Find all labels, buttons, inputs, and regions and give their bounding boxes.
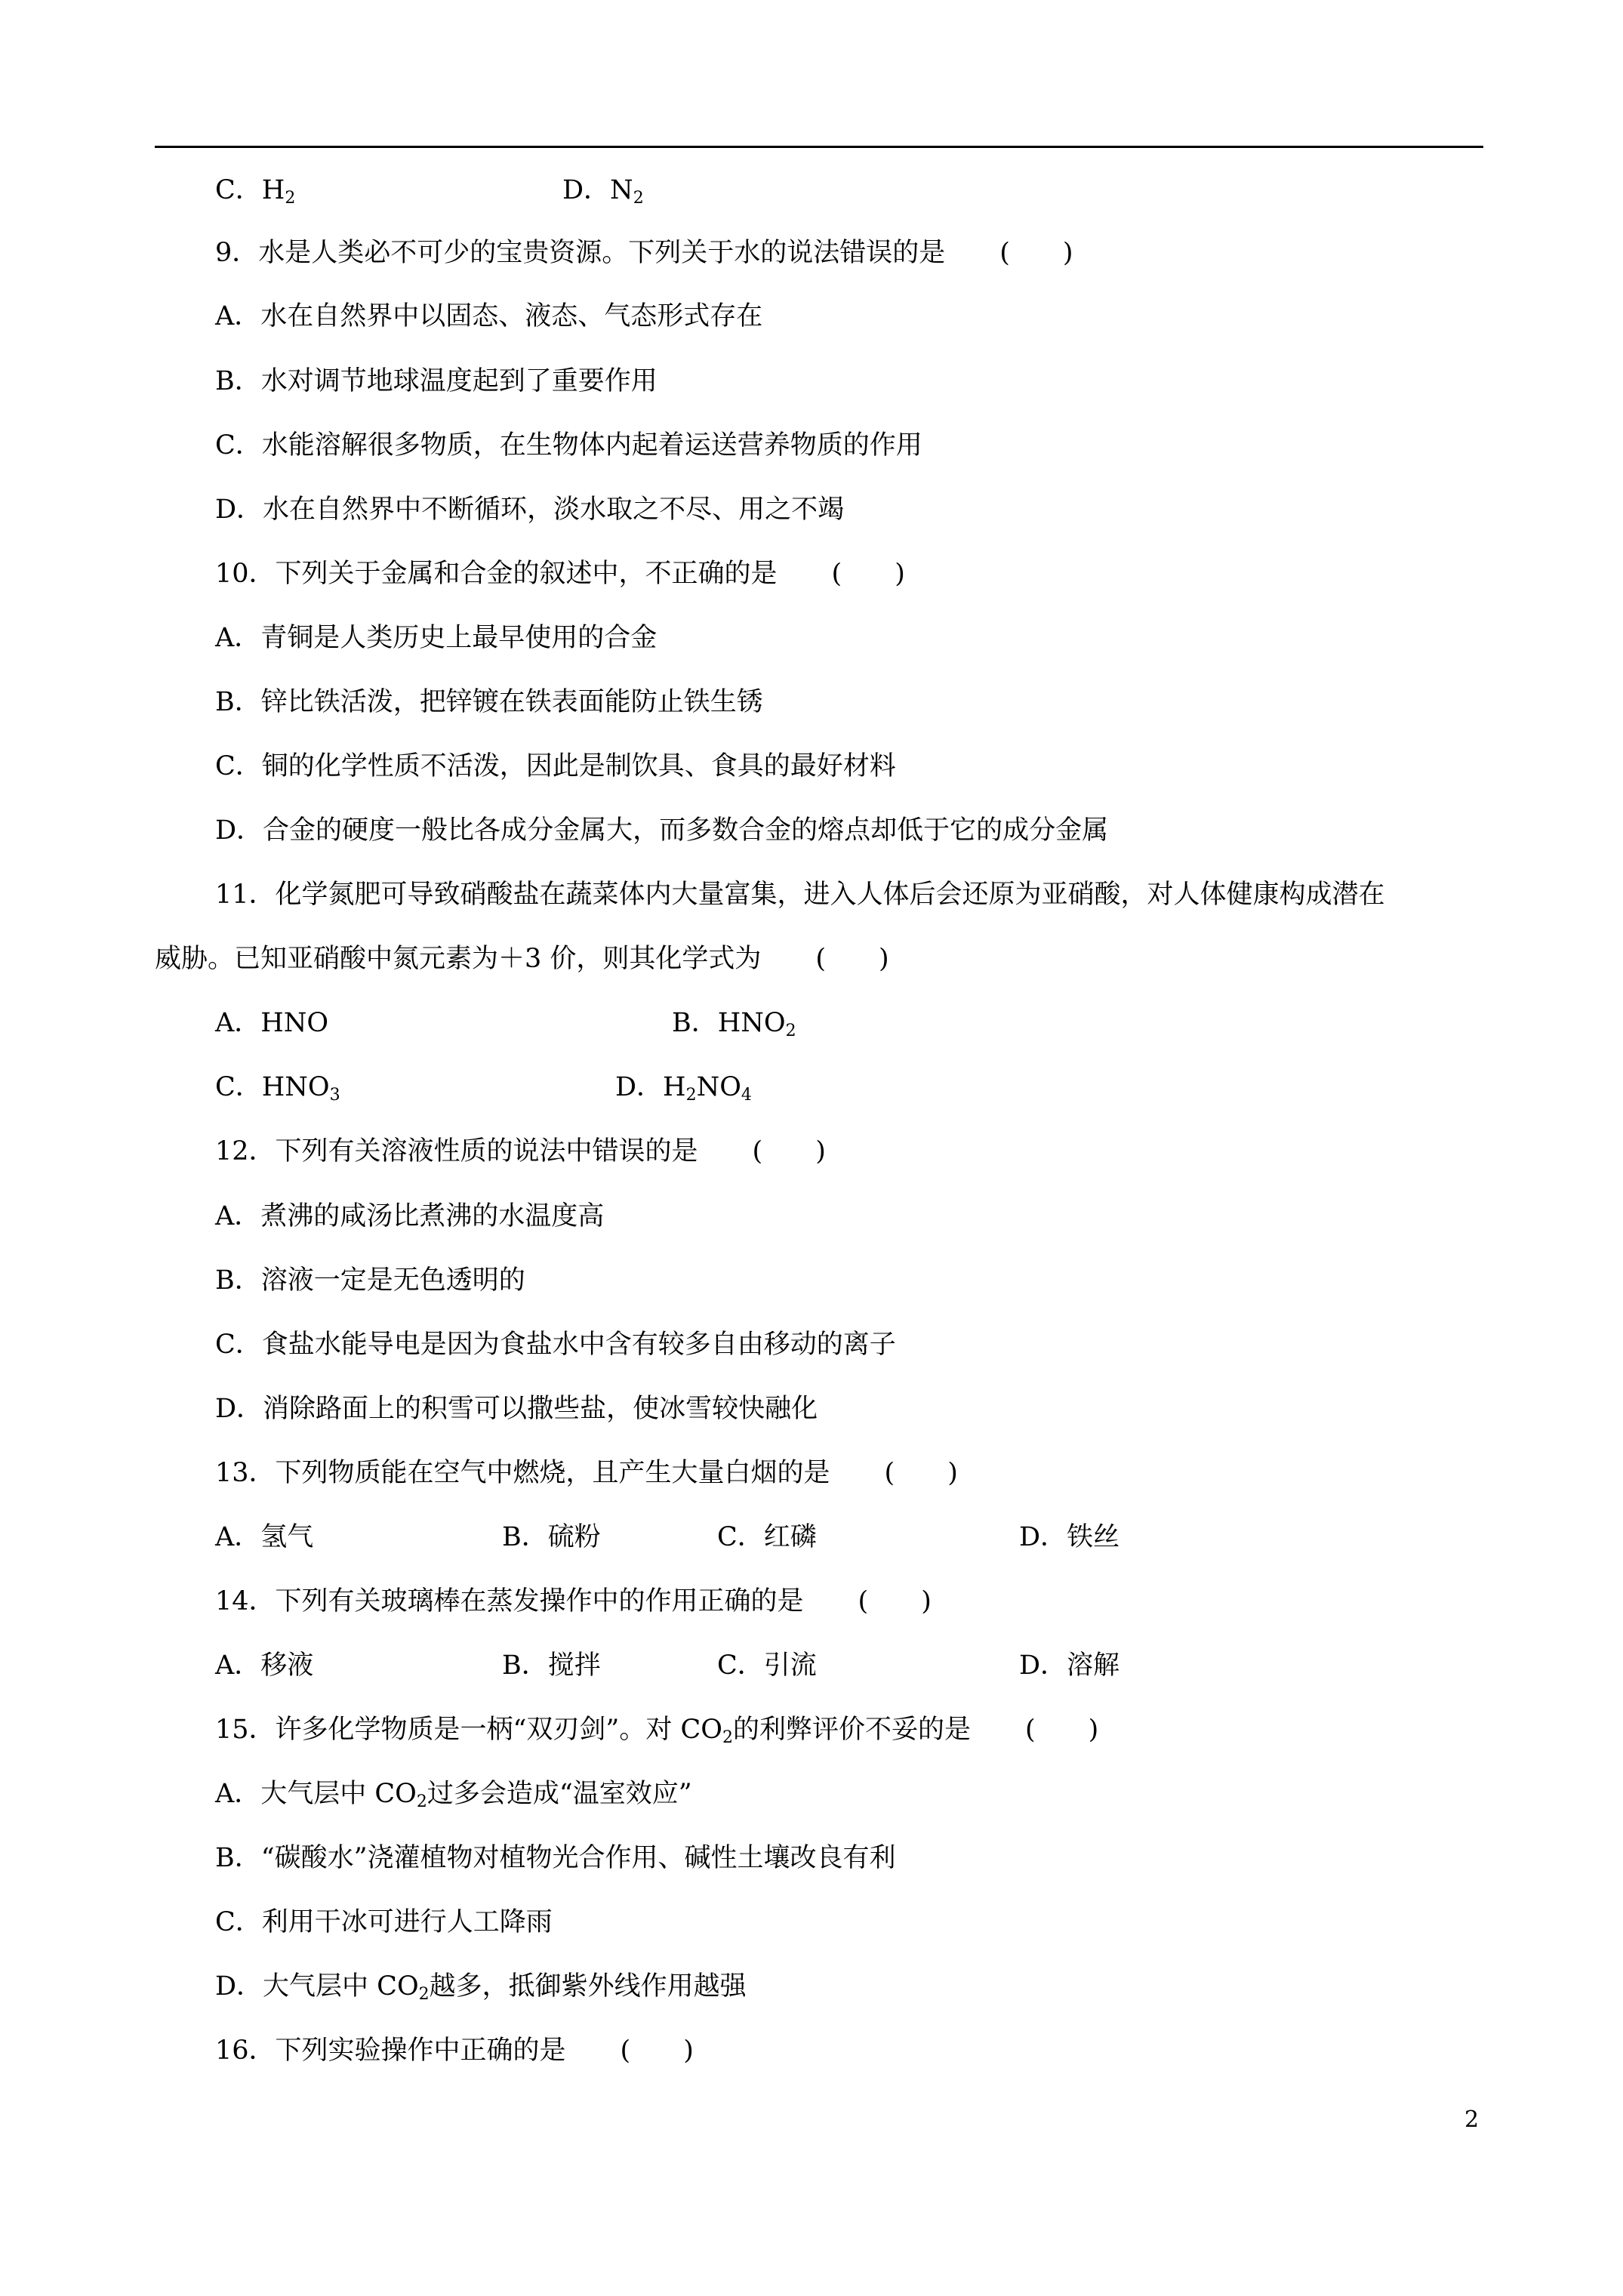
q10-option-b: B．锌比铁活泼，把锌镀在铁表面能防止铁生锈	[215, 687, 763, 717]
option-c: C．$H_2$	[215, 175, 296, 208]
option-d: D．$N_2$	[562, 175, 644, 208]
q10-option-d: D．合金的硬度一般比各成分金属大，而多数合金的熔点却低于它的成分金属	[215, 815, 1109, 846]
question-16-stem: 16．下列实验操作中正确的是 ( )	[215, 2036, 694, 2066]
question-14-stem: 14．下列有关玻璃棒在蒸发操作中的作用正确的是 ( )	[215, 1586, 932, 1616]
q15-option-c: C．利用干冰可进行人工降雨	[215, 1907, 553, 1937]
question-9-stem: 9．水是人类必不可少的宝贵资源。下列关于水的说法错误的是 ( )	[215, 238, 1073, 268]
header-rule	[155, 146, 1483, 148]
answer-blank: ( )	[752, 1136, 826, 1166]
option-a: A．移液	[215, 1650, 314, 1681]
question-11-stem-line1: 11．化学氮肥可导致硝酸盐在蔬菜体内大量富集，进入人体后会还原为亚硝酸，对人体健康构成潜在	[215, 880, 1385, 910]
option-d: D．溶解	[1019, 1650, 1120, 1681]
q15-option-d: D．大气层中 $CO_2$越多，抵御紫外线作用越强	[215, 1971, 747, 2004]
option-b: B．硫粉	[502, 1522, 601, 1552]
question-15-stem: 15．许多化学物质是一柄“双刃剑”。对 $CO_2$的利弊评价不妥的是 ( )	[215, 1715, 1099, 1747]
question-12-stem: 12．下列有关溶液性质的说法中错误的是 ( )	[215, 1136, 826, 1166]
option-c: C．红磷	[717, 1522, 817, 1552]
option-b: B．$HNO_2$	[672, 1008, 796, 1040]
option-c: C．引流	[717, 1650, 817, 1681]
q9-option-d: D．水在自然界中不断循环，淡水取之不尽、用之不竭	[215, 495, 845, 525]
q10-option-c: C．铜的化学性质不活泼，因此是制饮具、食具的最好材料	[215, 751, 896, 781]
option-a: A．氢气	[215, 1522, 314, 1552]
q12-option-c: C．食盐水能导电是因为食盐水中含有较多自由移动的离子	[215, 1330, 896, 1360]
option-c: C．$HNO_3$	[215, 1072, 340, 1105]
q10-option-a: A．青铜是人类历史上最早使用的合金	[215, 623, 658, 653]
question-13-stem: 13．下列物质能在空气中燃烧，且产生大量白烟的是 ( )	[215, 1458, 958, 1488]
answer-blank: ( )	[884, 1458, 958, 1488]
question-11-stem-line2: 威胁。已知亚硝酸中氮元素为＋3 价，则其化学式为 ( )	[155, 944, 889, 974]
option-a: A．HNO	[215, 1008, 329, 1038]
q9-option-b: B．水对调节地球温度起到了重要作用	[215, 366, 658, 396]
q12-option-d: D．消除路面上的积雪可以撒些盐，使冰雪较快融化	[215, 1394, 818, 1424]
answer-blank: ( )	[815, 944, 889, 974]
answer-blank: ( )	[858, 1586, 932, 1616]
q15-option-a: A．大气层中 $CO_2$过多会造成“温室效应”	[215, 1779, 692, 1811]
option-d: D．铁丝	[1019, 1522, 1120, 1552]
answer-blank: ( )	[1024, 1715, 1099, 1745]
q9-option-a: A．水在自然界中以固态、液态、气态形式存在	[215, 301, 763, 331]
option-b: B．搅拌	[502, 1650, 601, 1681]
answer-blank: ( )	[831, 559, 905, 589]
q12-option-a: A．煮沸的咸汤比煮沸的水温度高	[215, 1201, 605, 1231]
answer-blank: ( )	[999, 238, 1073, 268]
question-10-stem: 10．下列关于金属和合金的叙述中，不正确的是 ( )	[215, 559, 905, 589]
page-number: 2	[1464, 2106, 1480, 2133]
option-d: D．$H_2NO_4$	[615, 1072, 752, 1105]
q9-option-c: C．水能溶解很多物质，在生物体内起着运送营养物质的作用	[215, 430, 922, 461]
q12-option-b: B．溶液一定是无色透明的	[215, 1265, 525, 1296]
q15-option-b: B．“碳酸水”浇灌植物对植物光合作用、碱性土壤改良有利	[215, 1843, 896, 1873]
answer-blank: ( )	[620, 2036, 694, 2066]
